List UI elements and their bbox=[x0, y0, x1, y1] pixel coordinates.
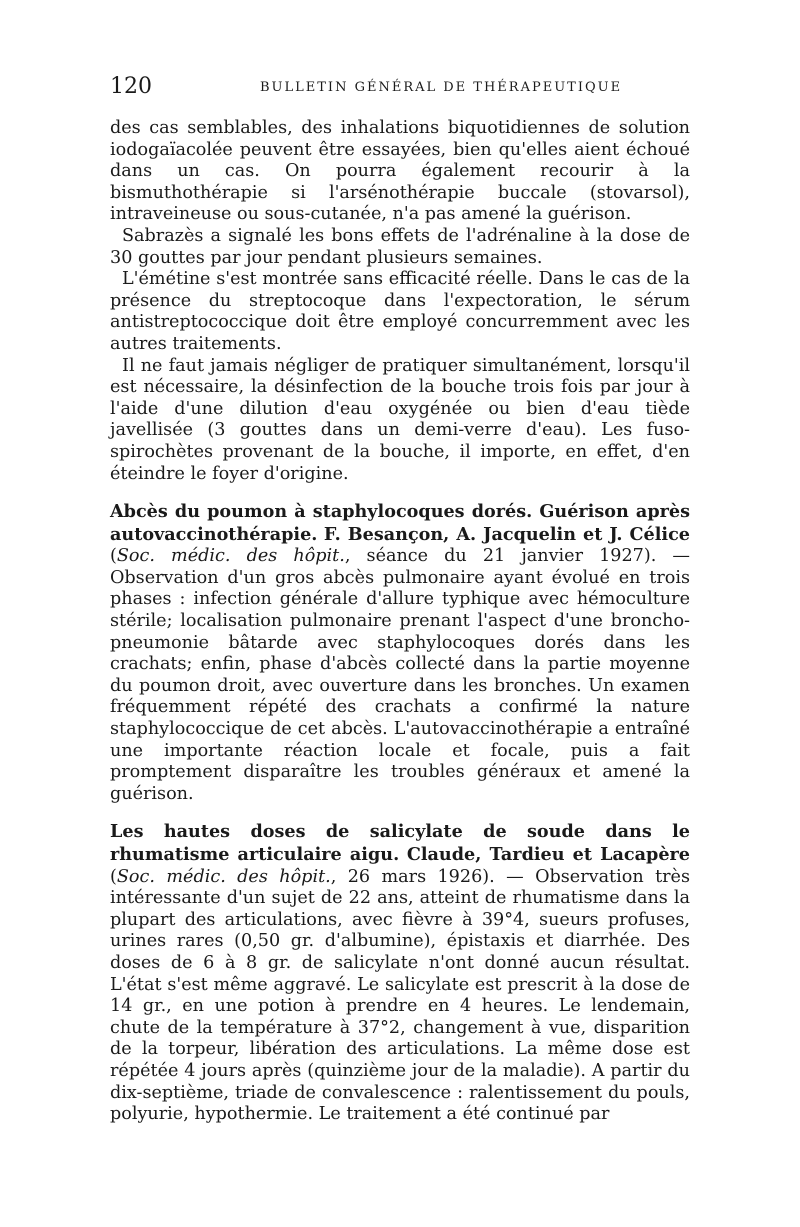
article-text: Observation très intéressante d'un sujet de 22 ans, atteint de rhumatisme dans la plupart des articulations, avec fièvre à 39°4, sueurs profuses, urines rares (0,50 gr. d'albumine), épistaxis et diarrhée. Des doses de 6 à 8 gr. de salicylate n'ont donné aucun résultat. L'état s'est même aggravé. Le salicylate est prescrit à la dose de 14 gr., en une potion à prendre en 4 heures. Le lendemain, chute de la température à 37°2, changement à vue, disparition de la torpeur, libération des articulations. La même dose est répétée 4 jours après (quinzième jour de la maladie). A partir du dix-septième, triade de convalescence : ralentissement du pouls, polyurie, hypothermie. Le traitement a été continué par bbox=[110, 866, 690, 1125]
article-abces-poumon bbox=[110, 501, 690, 805]
continuation-paragraph-3: L'émétine s'est montrée sans efficacité réelle. Dans le cas de la présence du streptocoque dans l'expectoration, le sérum antistreptococcique doit être employé concurremment avec les autres traitements. bbox=[110, 269, 690, 354]
section-spacer bbox=[110, 805, 690, 821]
article-source: Soc. médic. des hôpit. bbox=[116, 866, 331, 887]
section-spacer bbox=[110, 485, 690, 501]
article-authors: F. Besançon, A. Jacquelin et J. Célice bbox=[323, 523, 690, 545]
article-text: Observation d'un gros abcès pulmonaire ayant évolué en trois phases : infection générale d'allure typhique avec hémoculture stérile; localisation pulmonaire prenant l'aspect d'une broncho-pneumonie bâtarde avec staphylocoques dorés dans les crachats; enfin, phase d'abcès collecté dans la partie moyenne du poumon droit, avec ouverture dans les bronches. Un examen fréquemment répété des crachats a confirmé la nature staphylococcique de cet abcès. L'autovaccinothérapie a entraîné une importante réaction locale et focale, puis a fait promptement disparaître les troubles généraux et amené la guérison. bbox=[110, 567, 690, 804]
continuation-paragraph-1: des cas semblables, des inhalations biquotidiennes de solution iodogaïacolée peuvent être essayées, bien qu'elles aient échoué dans un cas. On pourra également recourir à la bismuthothérapie si l'arsénothérapie buccale (stovarsol), intraveineuse ou sous-cutanée, n'a pas amené la guérison. bbox=[110, 118, 690, 225]
reference-open: ( bbox=[110, 866, 117, 887]
article-title: Les hautes doses de salicylate de soude dans le rhumatisme articulaire aigu. bbox=[110, 821, 690, 865]
article-session: , séance du 21 janvier 1927). — bbox=[344, 546, 690, 567]
page-header bbox=[110, 74, 690, 104]
page-number: 120 bbox=[110, 74, 152, 99]
article-authors: Claude, Tardieu et Lacapère bbox=[406, 844, 690, 865]
article-source: Soc. médic. des hôpit. bbox=[116, 546, 345, 567]
reference-open: ( bbox=[110, 546, 117, 567]
article-session: , 26 mars 1926). — bbox=[330, 866, 536, 887]
article-title: Abcès du poumon à staphylocoques dorés. Guérison après autovaccinothérapie. bbox=[110, 501, 690, 545]
continuation-paragraph-2: Sabrazès a signalé les bons effets de l'adrénaline à la dose de 30 gouttes par jour pendant plusieurs semaines. bbox=[110, 225, 690, 268]
running-title: BULLETIN GÉNÉRAL DE THÉRAPEUTIQUE bbox=[260, 80, 623, 95]
article-salicylate bbox=[110, 821, 690, 1125]
continuation-paragraph-4: Il ne faut jamais négliger de pratiquer simultanément, lorsqu'il est nécessaire, la désinfection de la bouche trois fois par jour à l'aide d'une dilution d'eau oxygénée ou bien d'eau tiède javellisée (3 gouttes dans un demi-verre d'eau). Les fuso-spirochètes provenant de la bouche, il importe, en effet, d'en éteindre le foyer d'origine. bbox=[110, 355, 690, 484]
page-body bbox=[110, 118, 690, 1126]
